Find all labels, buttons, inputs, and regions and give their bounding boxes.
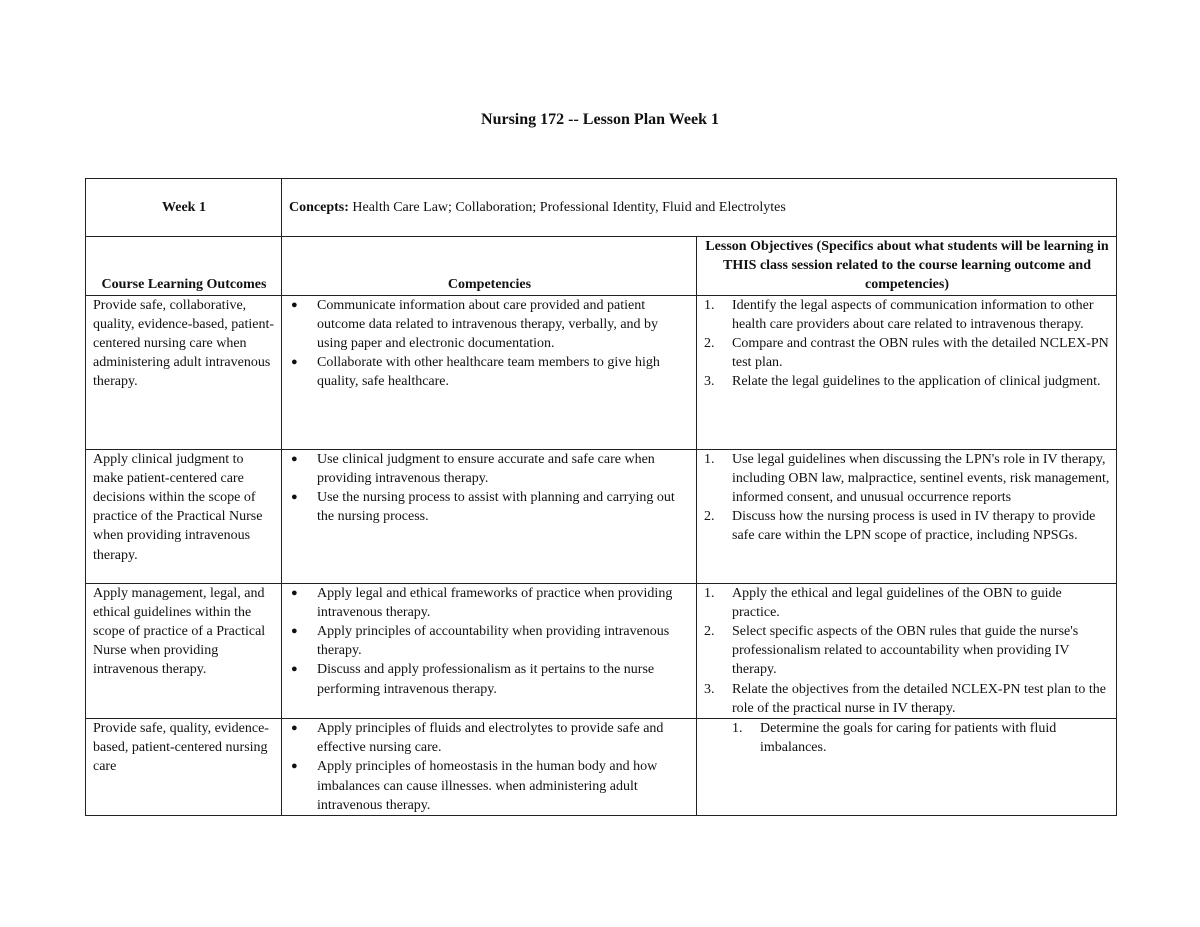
concepts-cell [282, 179, 1117, 237]
page-title: Nursing 172 -- Lesson Plan Week 1 [481, 111, 719, 128]
list-item: 1. Identify the legal aspects of communication information to other health care providers about care related to intravenous therapy. [704, 297, 1094, 332]
competencies-cell [282, 295, 697, 449]
competency-list [289, 450, 690, 527]
list-item: ● Communicate information about care provided and patient outcome data related to intravenous therapy, verbally, and by using paper and electronic documentation. [291, 297, 659, 352]
objectives-cell [697, 583, 1117, 718]
list-item: ● Use clinical judgment to ensure accurate and safe care when providing intravenous therapy. [291, 451, 655, 486]
list-item: ● Collaborate with other healthcare team members to give high quality, safe healthcare. [291, 355, 660, 390]
list-item: ● Apply principles of accountability when providing intravenous therapy. [291, 624, 670, 659]
list-item: 2. Compare and contrast the OBN rules with the detailed NCLEX-PN test plan. [704, 336, 1109, 371]
concepts-text: Health Care Law; Collaboration; Professional Identity, Fluid and Electrolytes [352, 199, 786, 215]
objective-list [704, 719, 1110, 757]
objectives-cell [697, 719, 1117, 816]
outcome-cell: Apply management, legal, and ethical guidelines within the scope of practice of a Practical Nurse when providing intravenous therapy. [86, 583, 282, 718]
bullet-icon: ● [291, 722, 298, 735]
list-item: 1. Apply the ethical and legal guidelines of the OBN to guide practice. [704, 585, 1062, 620]
objectives-cell [697, 449, 1117, 583]
objective-list [704, 296, 1110, 392]
bullet-icon: ● [291, 586, 298, 599]
competency-list [289, 584, 690, 699]
list-item: ● Apply principles of fluids and electrolytes to provide safe and effective nursing care. [291, 721, 664, 756]
list-item: ● Use the nursing process to assist with planning and carrying out the nursing process. [291, 490, 675, 525]
competency-list [289, 719, 690, 815]
objective-list [704, 450, 1110, 546]
list-item: ● Discuss and apply professionalism as it pertains to the nurse performing intravenous therapy. [291, 662, 655, 697]
outcome-cell: Apply clinical judgment to make patient-centered care decisions within the scope of practice of the Practical Nurse when providing intravenous therapy. [86, 449, 282, 583]
list-item: 2. Select specific aspects of the OBN rules that guide the nurse's professionalism related to accountability when providing IV therapy. [704, 624, 1079, 678]
header-outcomes: Course Learning Outcomes [86, 237, 282, 296]
bullet-icon: ● [291, 663, 298, 676]
bullet-icon: ● [291, 452, 298, 465]
list-item: 1. Use legal guidelines when discussing the LPN's role in IV therapy, including OBN law, malpractice, sentinel events, risk management, informed consent, and unusual occurrence reports [704, 451, 1110, 506]
outcome-cell: Provide safe, quality, evidence-based, patient-centered nursing care [86, 719, 282, 816]
competency-list [289, 296, 690, 392]
objectives-cell [697, 295, 1117, 449]
objective-list [704, 584, 1110, 718]
header-competencies: Competencies [282, 237, 697, 296]
outcome-cell: Provide safe, collaborative, quality, evidence-based, patient-centered nursing care when administering adult intravenous therapy. [86, 295, 282, 449]
competencies-cell [282, 449, 697, 583]
lesson-plan-table [85, 178, 1117, 816]
table-row [86, 719, 1117, 816]
competencies-cell [282, 583, 697, 718]
list-item: 3. Relate the objectives from the detailed NCLEX-PN test plan to the role of the practical nurse in IV therapy. [704, 681, 1107, 716]
list-item: 3. Relate the legal guidelines to the application of clinical judgment. [704, 374, 1101, 390]
bullet-icon: ● [291, 298, 298, 311]
list-item: 1. Determine the goals for caring for patients with fluid imbalances. [732, 721, 1057, 756]
bullet-icon: ● [291, 760, 298, 773]
bullet-icon: ● [291, 625, 298, 638]
week-row [86, 179, 1117, 237]
table-row [86, 295, 1117, 449]
bullet-icon: ● [291, 356, 298, 369]
concepts-label: Concepts: [289, 199, 349, 215]
week-label: Week 1 [86, 179, 282, 237]
competencies-cell [282, 719, 697, 816]
table-row [86, 449, 1117, 583]
list-item: ● Apply legal and ethical frameworks of practice when providing intravenous therapy. [291, 585, 673, 620]
header-objectives: Lesson Objectives (Specifics about what students will be learning in THIS class session related to the course learning outcome and competencies) [697, 237, 1117, 296]
header-row [86, 237, 1117, 296]
bullet-icon: ● [291, 491, 298, 504]
list-item: ● Apply principles of homeostasis in the human body and how imbalances can cause illnesses. when administering adult intravenous therapy. [291, 759, 658, 813]
list-item: 2. Discuss how the nursing process is used in IV therapy to provide safe care within the LPN scope of practice, including NPSGs. [704, 509, 1096, 544]
table-row [86, 583, 1117, 718]
